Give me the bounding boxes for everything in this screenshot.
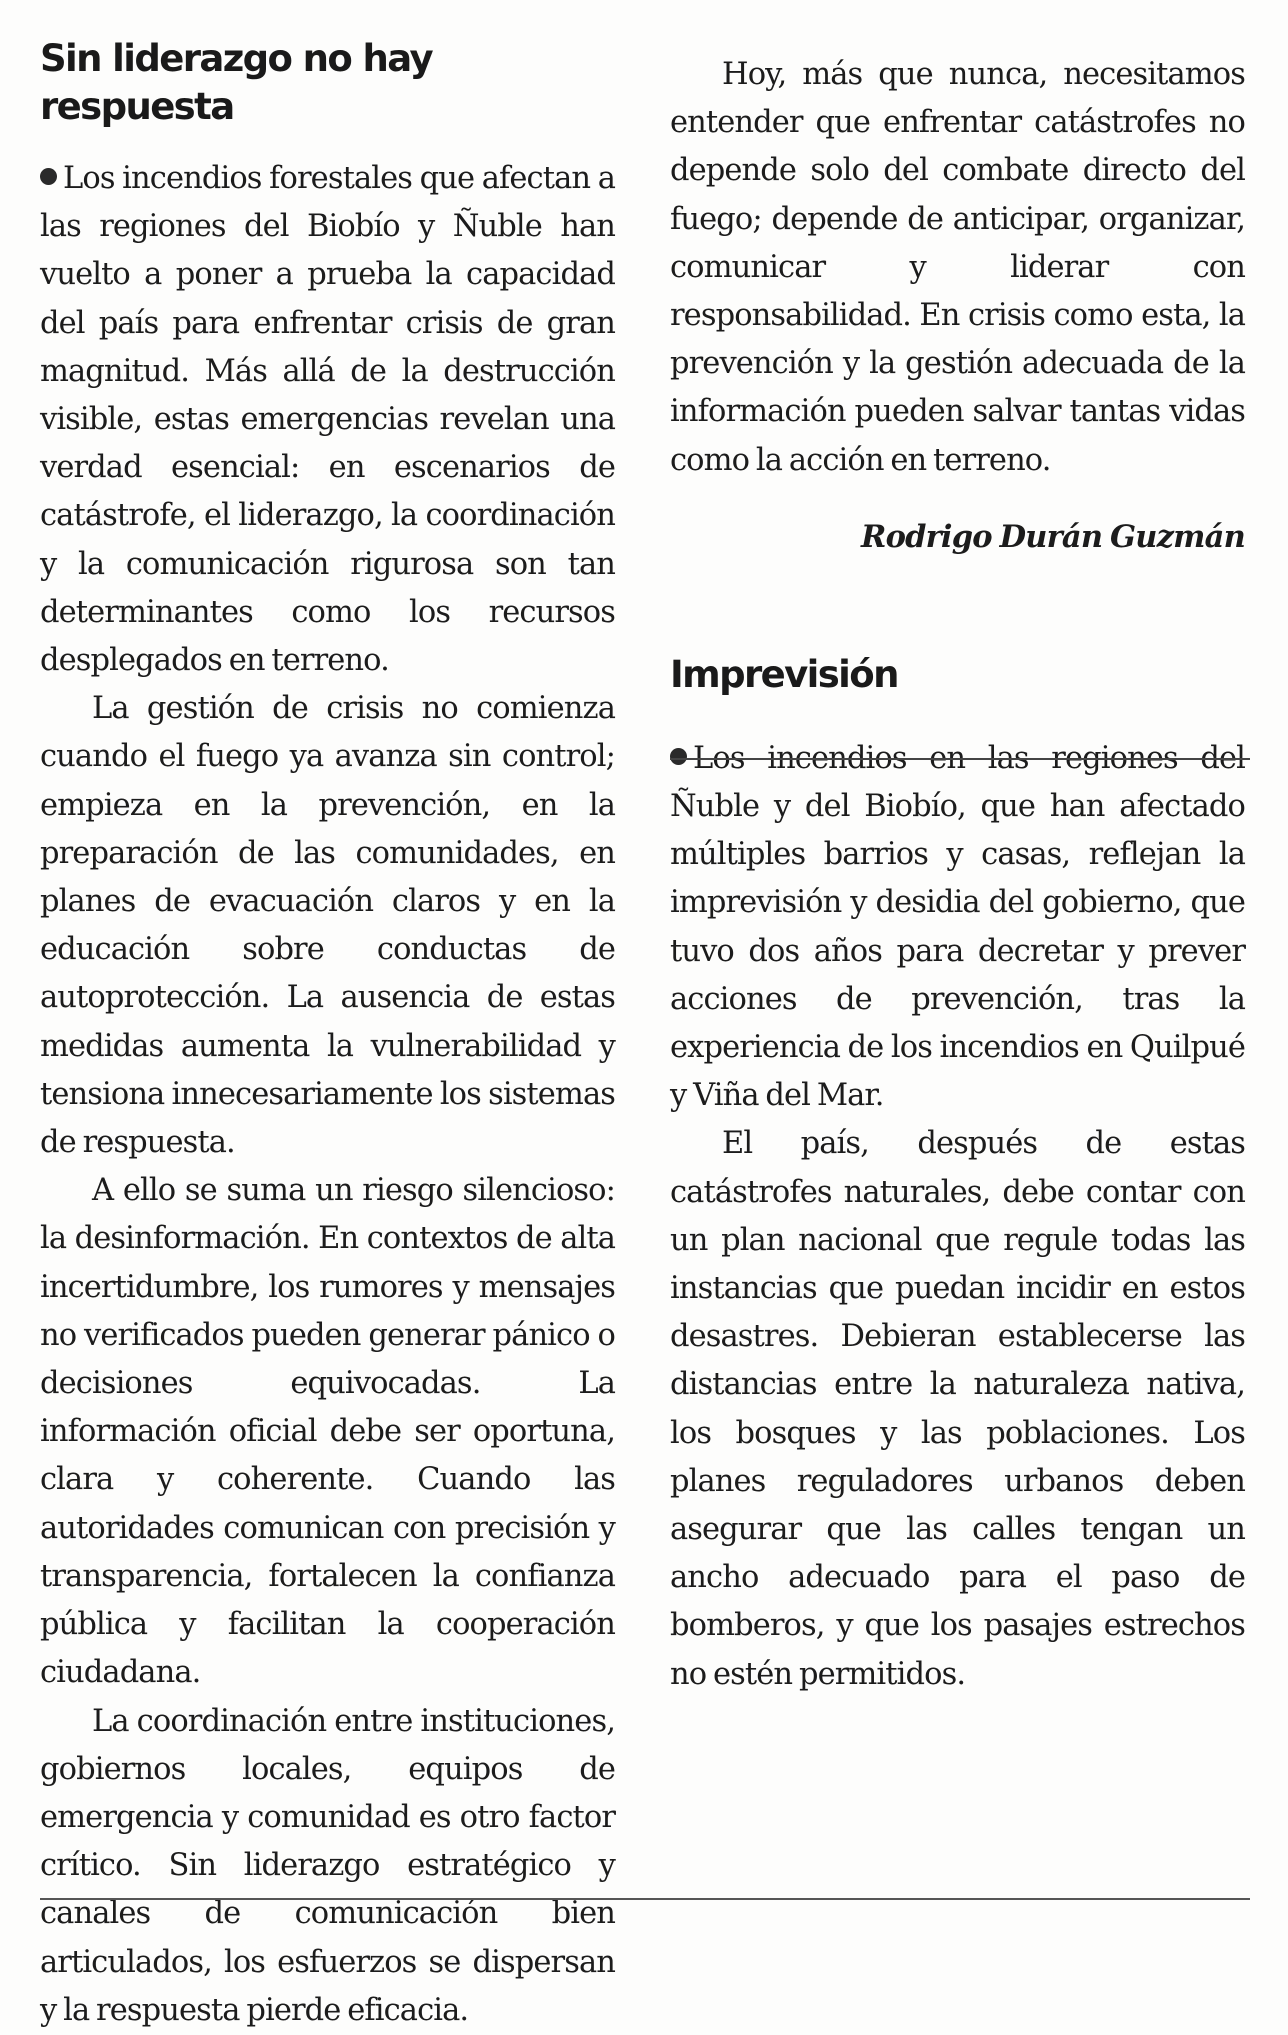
article-paragraph: Hoy, más que nunca, necesitamos entender que enfrentar catástrofes no depende solo del combate directo del fuego; depende de anticipar, organizar, comunicar y liderar con responsabilidad. En crisis como esta, la prevención y la gestión adecuada de la información pueden salvar tantas vidas como la acción en terreno. bbox=[670, 57, 1245, 478]
article-paragraph: A ello se suma un riesgo silencioso: la desinformación. En contextos de alta incertidumbre, los rumores y mensajes no verificados pueden generar pánico o decisiones equivocadas. La información oficial debe ser oportuna, clara y coherente. Cuando las autoridades comunican con precisión y transparencia, fortalecen la confianza pública y facilitan la cooperación ciudadana. bbox=[40, 1173, 615, 1691]
article-title-imprevision: Imprevisión bbox=[670, 652, 898, 696]
bullet-icon bbox=[670, 748, 687, 765]
left-column bbox=[40, 0, 615, 2035]
bullet-icon bbox=[40, 168, 57, 185]
article-paragraph-continued: La coordinación entre instituciones, gobiernos locales, equipos de emergencia y comunidad es otro factor crítico. Sin liderazgo estratégico y canales de comunicación bien articulados, los esfuerzos se dispersan y la respuesta pierde eficacia. bbox=[40, 1703, 615, 2028]
bottom-rule bbox=[40, 1898, 1250, 1900]
article-title-liderazgo: Sin liderazgo no hay respuesta bbox=[40, 37, 432, 128]
author-signature: Rodrigo Durán Guzmán bbox=[861, 518, 1245, 555]
article-paragraph: La gestión de crisis no comienza cuando el fuego ya avanza sin control; empieza en la prevención, en la preparación de las comunidades, en planes de evacuación claros y en la educación sobre conductas de autoprotección. La ausencia de estas medidas aumenta la vulnerabilidad y tensiona innecesariamente los sistemas de respuesta. bbox=[40, 691, 615, 1161]
article-paragraph: Los incendios forestales que afectan a las regiones del Biobío y Ñuble han vuelto a poner a prueba la capacidad del país para enfrentar crisis de gran magnitud. Más allá de la destrucción visible, estas emergencias revelan una verdad esencial: en escenarios de catástrofe, el liderazgo, la coordinación y la comunicación rigurosa son tan determinantes como los recursos desplegados en terreno. bbox=[40, 161, 615, 679]
right-column bbox=[670, 0, 1245, 1699]
section-divider bbox=[670, 758, 1250, 760]
article-paragraph: Los incendios en las regiones del Ñuble y del Biobío, que han afectado múltiples barrios y casas, reflejan la imprevisión y desidia del gobierno, que tuvo dos años para decretar y prever acciones de prevención, tras la experiencia de los incendios en Quilpué y Viña del Mar. bbox=[670, 740, 1245, 1114]
article-paragraph: El país, después de estas catástrofes naturales, debe contar con un plan nacional que regule todas las instancias que puedan incidir en estos desastres. Debieran establecerse las distancias entre la naturaleza nativa, los bosques y las poblaciones. Los planes reguladores urbanos deben asegurar que las calles tengan un ancho adecuado para el paso de bomberos, y que los pasajes estrechos no estén permitidos. bbox=[670, 1126, 1245, 1692]
